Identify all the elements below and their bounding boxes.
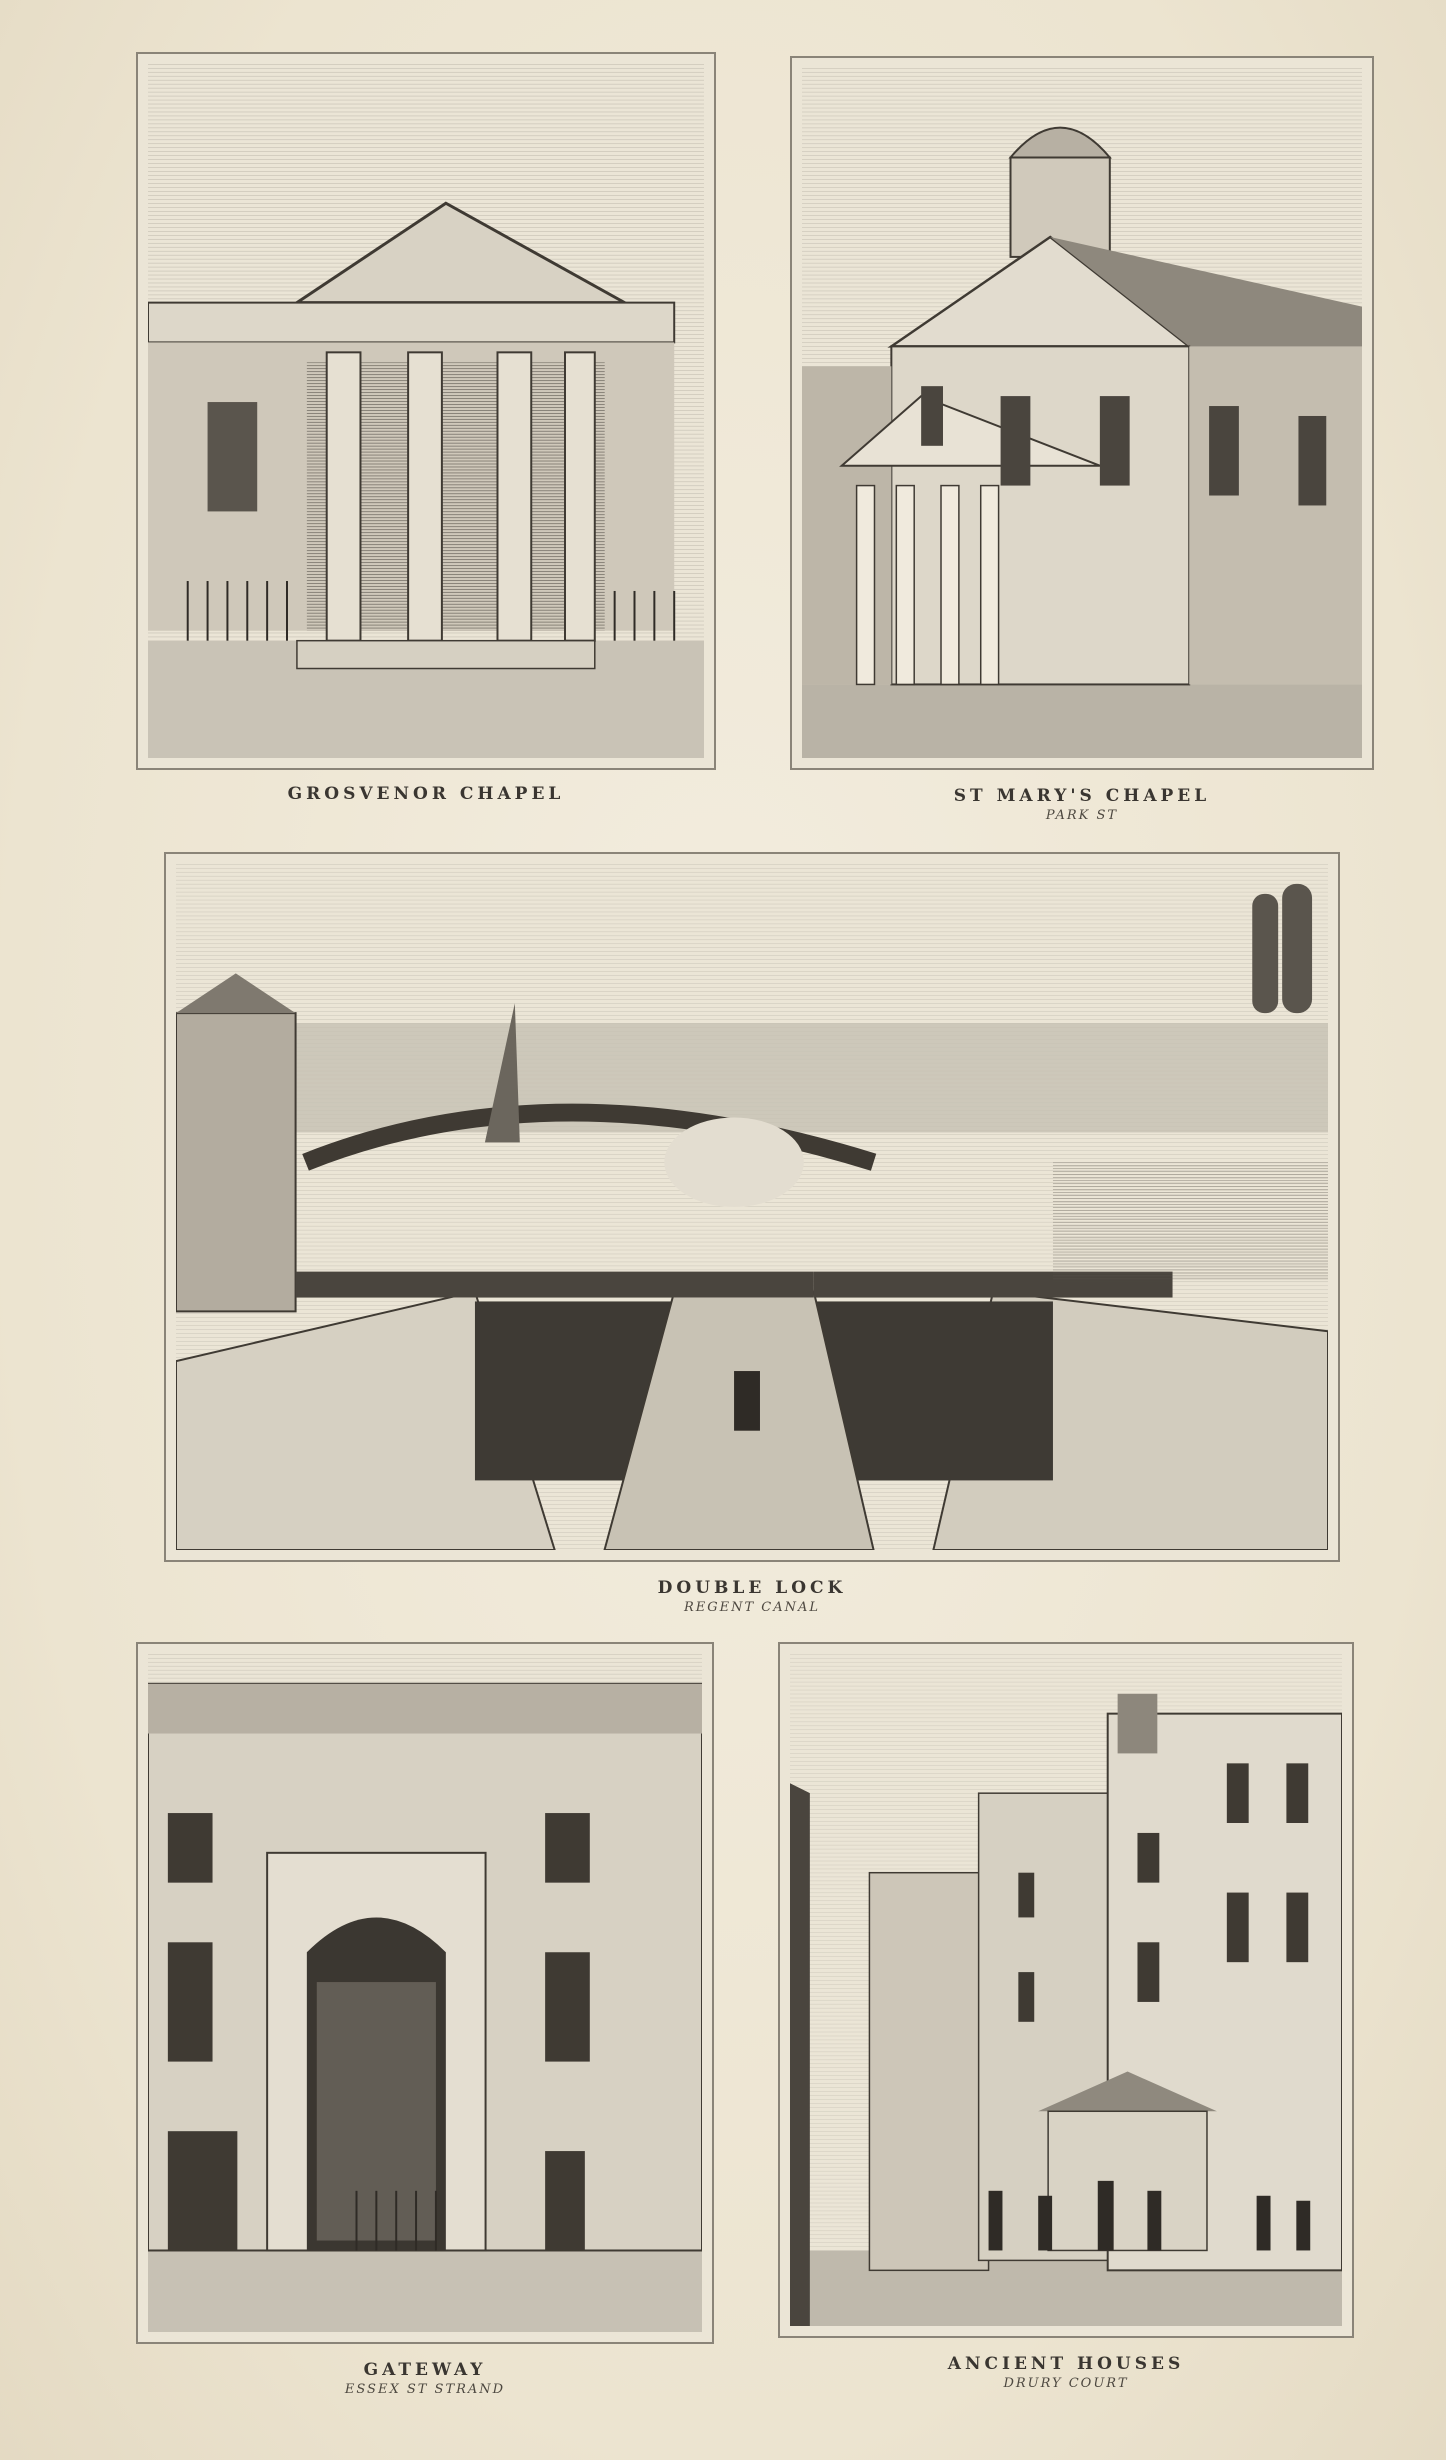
caption-double-lock — [164, 1578, 1340, 1615]
plate-title: ANCIENT HOUSES — [947, 2354, 1185, 2374]
plate-title: DOUBLE LOCK — [657, 1578, 847, 1598]
grosvenor-chapel-engraving — [148, 64, 704, 758]
ancient-houses-engraving — [790, 1654, 1342, 2326]
plate-title: ST MARY'S CHAPEL — [953, 786, 1211, 806]
plate-subtitle: PARK ST — [1045, 808, 1119, 823]
caption-ancient-houses — [778, 2354, 1354, 2391]
caption-gateway — [136, 2360, 714, 2397]
plate-ancient-houses — [778, 1642, 1354, 2338]
plate-gateway — [136, 1642, 714, 2344]
gateway-engraving — [148, 1654, 702, 2332]
plate-subtitle: ESSEX ST STRAND — [344, 2382, 506, 2397]
plate-st-marys-chapel — [790, 56, 1374, 770]
st-marys-chapel-engraving — [802, 68, 1362, 758]
plate-grosvenor-chapel — [136, 52, 716, 770]
plate-double-lock — [164, 852, 1340, 1562]
double-lock-engraving — [176, 864, 1328, 1550]
plate-subtitle: REGENT CANAL — [683, 1600, 821, 1615]
plate-title: GATEWAY — [363, 2360, 487, 2380]
plate-subtitle: DRURY COURT — [1003, 2376, 1129, 2391]
caption-st-marys-chapel — [790, 786, 1374, 823]
plate-title: GROSVENOR CHAPEL — [287, 784, 565, 804]
caption-grosvenor-chapel — [136, 784, 716, 804]
